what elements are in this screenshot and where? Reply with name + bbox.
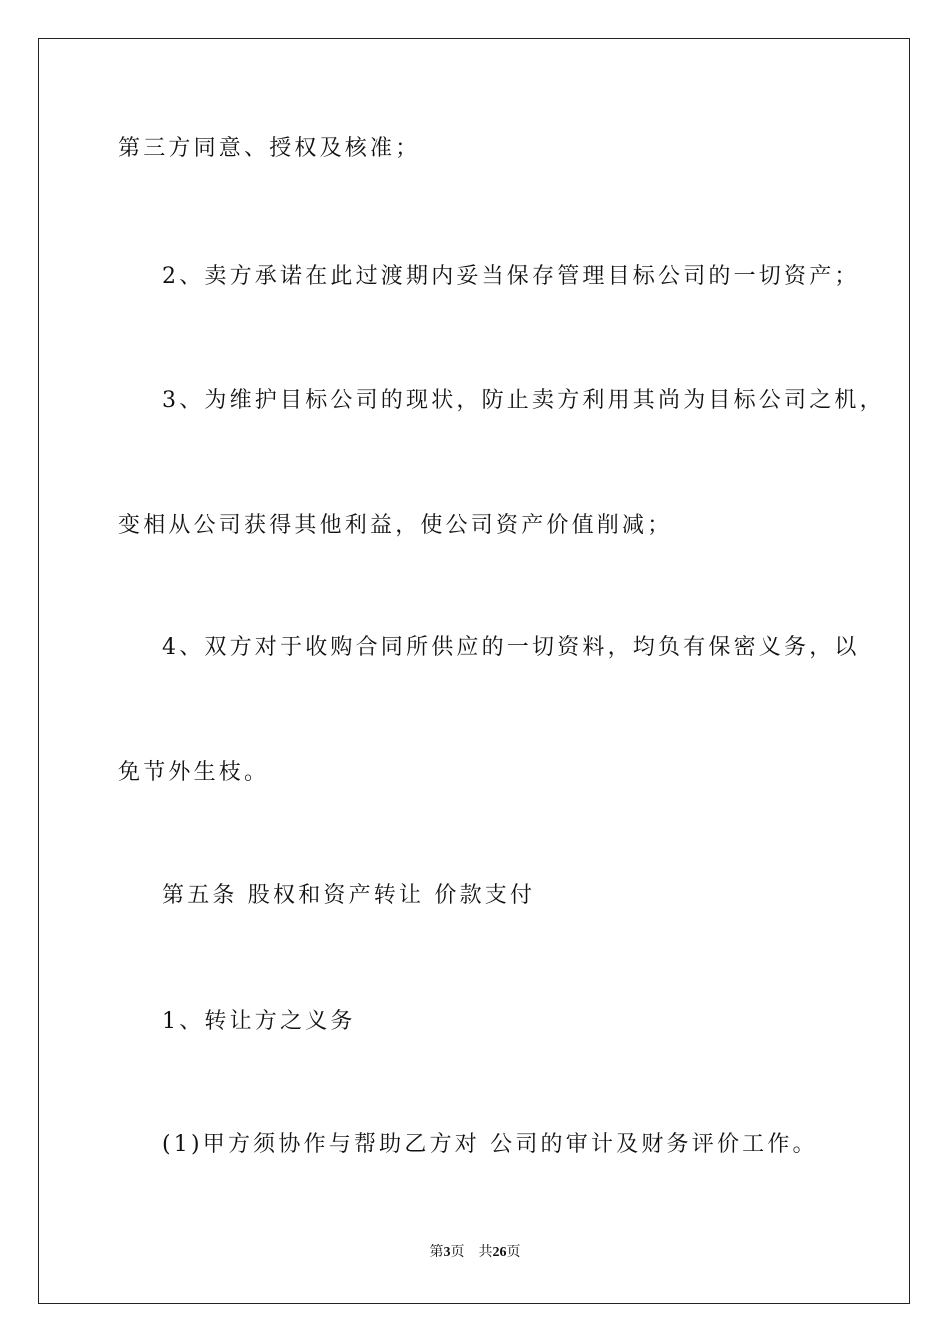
subsection-heading: 1、转让方之义务 [162, 1009, 356, 1034]
body-line-1: 第三方同意、授权及核准； [118, 136, 421, 161]
page-footer [0, 1244, 950, 1262]
total-prefix: 共 [478, 1245, 493, 1260]
total-pages: 26 [492, 1245, 507, 1260]
total-suffix: 页 [506, 1245, 521, 1260]
page-frame [38, 38, 910, 1304]
body-line-2: 2、卖方承诺在此过渡期内妥当保存管理目标公司的一切资产； [162, 264, 860, 289]
page-suffix: 页 [450, 1245, 465, 1260]
page-number: 3 [443, 1245, 451, 1260]
section-heading: 第五条 股权和资产转让 价款支付 [162, 883, 536, 908]
body-line-4: 变相从公司获得其他利益，使公司资产价值削减； [118, 513, 673, 538]
body-line-9: (1)甲方须协作与帮助乙方对 公司的审计及财务评价工作。 [162, 1132, 818, 1157]
body-line-6: 免节外生枝。 [118, 760, 270, 785]
page-prefix: 第 [429, 1245, 444, 1260]
body-line-5: 4、双方对于收购合同所供应的一切资料，均负有保密义务，以 [162, 635, 860, 660]
body-line-3: 3、为维护目标公司的现状，防止卖方利用其尚为目标公司之机， [162, 388, 885, 413]
